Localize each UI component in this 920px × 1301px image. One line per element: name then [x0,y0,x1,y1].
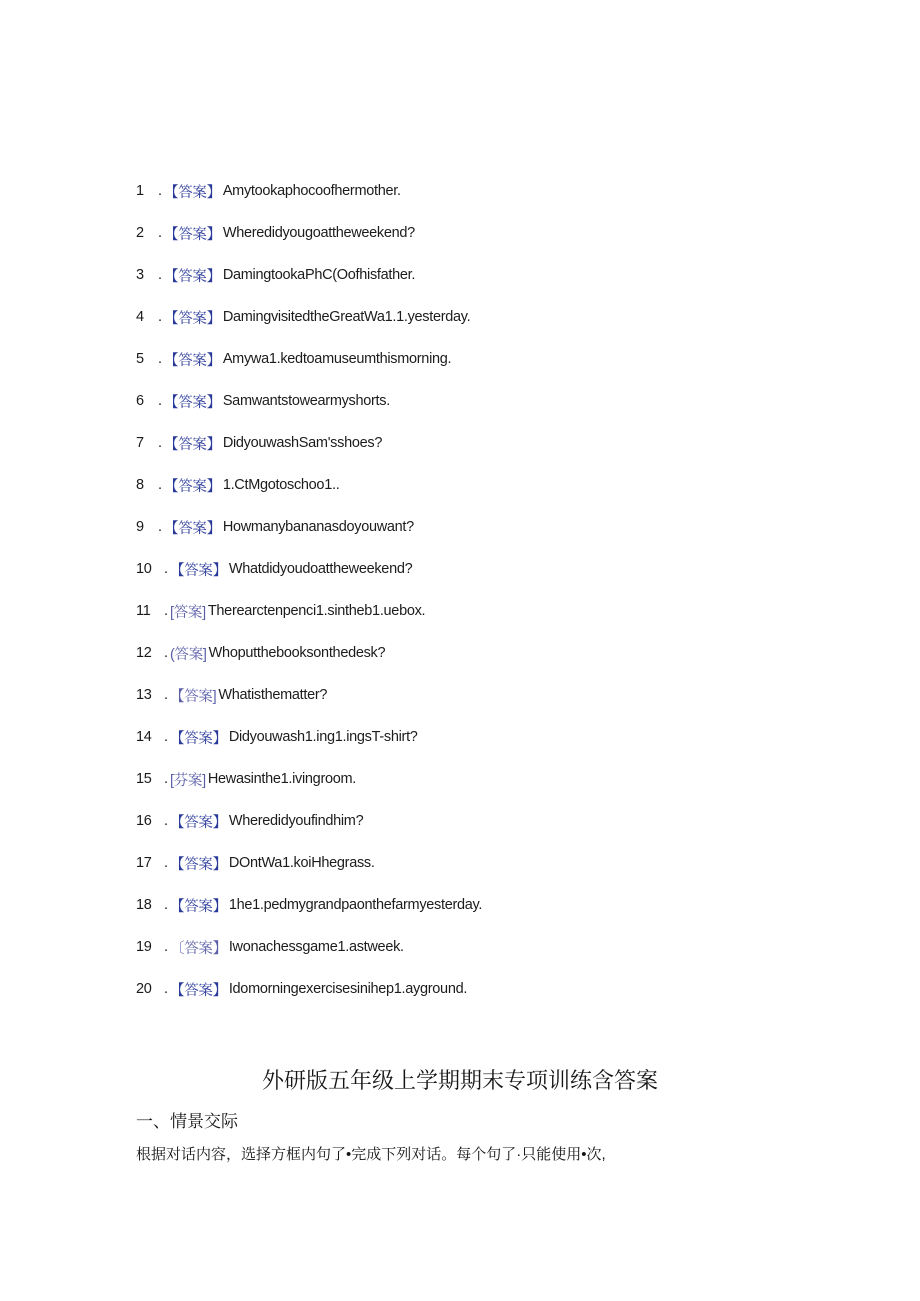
answer-text: 1he1.pedmygrandpaonthefarmyesterday. [228,897,483,913]
answer-item [136,464,482,506]
item-number: 8 [136,477,144,493]
answer-text: Therearctenpenci1.sintheb1.uebox. [207,603,426,619]
answer-item [136,296,482,338]
answer-tag: 〔答案】 [170,940,227,957]
item-number: 6 [136,393,144,409]
answer-text: Whoputthebooksonthedesk? [208,645,386,661]
answer-text: Amywa1.kedtoamuseumthismorning. [222,351,452,367]
item-separator: . [164,561,168,577]
item-number: 18 [136,897,152,913]
answer-text: Whatdidyoudoattheweekend? [228,561,413,577]
item-separator: . [158,309,162,325]
answer-text: DamingtookaPhC(Oofhisfather. [222,267,416,283]
item-number: 12 [136,645,152,661]
item-separator: . [158,435,162,451]
item-separator: . [158,183,162,199]
answer-list [136,170,482,1010]
item-number: 13 [136,687,152,703]
item-separator: . [158,267,162,283]
item-separator: . [158,393,162,409]
document-title: 外研版五年级上学期期末专项训练含答案 [261,1068,658,1093]
answer-text: DOntWa1.koiHhegrass. [228,855,375,871]
answer-text: DidyouwashSam'sshoes? [222,435,383,451]
answer-tag: (答案] [170,646,207,663]
answer-text: Samwantstowearmyshorts. [222,393,390,409]
item-separator: . [164,939,168,955]
answer-item [136,968,482,1010]
answer-item [136,506,482,548]
answer-text: Didyouwash1.ing1.ingsT-shirt? [228,729,418,745]
answer-text: Idomorningexercisesinihep1.ayground. [228,981,468,997]
answer-text: 1.CtMgotoschoo1.. [222,477,340,493]
answer-item [136,212,482,254]
answer-item [136,170,482,212]
answer-item [136,716,482,758]
answer-item [136,884,482,926]
item-number: 15 [136,771,152,787]
answer-text: Iwonachessgame1.astweek. [228,939,404,955]
instruction-text: 根据对话内容，选择方框内句了•完成下列对话。每个句了·只能使用•次, [136,1146,606,1163]
item-separator: . [164,645,168,661]
answer-item [136,674,482,716]
answer-item [136,590,482,632]
item-number: 2 [136,225,144,241]
item-separator: . [164,981,168,997]
item-number: 5 [136,351,144,367]
answer-text: Amytookaphocoofhermother. [222,183,401,199]
answer-item [136,254,482,296]
item-separator: . [158,225,162,241]
answer-item [136,842,482,884]
answer-tag: 【答案】 [170,814,227,831]
answer-tag: 【答案] [170,688,217,705]
answer-text: Whatisthematter? [218,687,328,703]
item-number: 9 [136,519,144,535]
section-heading: 一、情景交际 [136,1112,238,1131]
answer-tag: 【答案】 [164,310,221,327]
answer-tag: 【答案】 [164,394,221,411]
answer-text: Wheredidyoufindhim? [228,813,364,829]
answer-tag: 【答案】 [164,520,221,537]
item-number: 11 [136,603,151,619]
answer-tag: [答案] [170,604,206,621]
answer-tag: 【答案】 [170,856,227,873]
item-separator: . [164,897,168,913]
item-number: 17 [136,855,152,871]
answer-item [136,632,482,674]
answer-tag: 【答案】 [170,982,227,999]
item-number: 16 [136,813,152,829]
answer-tag: 【答案】 [164,184,221,201]
answer-item [136,422,482,464]
answer-tag: 【答案】 [170,730,227,747]
answer-tag: 【答案】 [164,436,221,453]
item-separator: . [158,477,162,493]
answer-tag: 【答案】 [170,562,227,579]
item-number: 3 [136,267,144,283]
answer-tag: 【答案】 [164,352,221,369]
item-number: 1 [136,183,144,199]
item-number: 4 [136,309,144,325]
answer-tag: 【答案】 [164,478,221,495]
answer-item [136,548,482,590]
item-separator: . [164,855,168,871]
answer-item [136,926,482,968]
item-separator: . [158,351,162,367]
item-number: 7 [136,435,144,451]
answer-text: Wheredidyougoattheweekend? [222,225,415,241]
answer-text: Hewasinthe1.ivingroom. [207,771,357,787]
item-separator: . [164,729,168,745]
answer-item [136,338,482,380]
item-separator: . [164,813,168,829]
item-number: 10 [136,561,152,577]
item-separator: . [164,603,168,619]
answer-tag: 【答案】 [164,268,221,285]
item-number: 20 [136,981,152,997]
answer-tag: 【答案】 [170,898,227,915]
answer-tag: 【答案】 [164,226,221,243]
item-number: 14 [136,729,152,745]
item-number: 19 [136,939,152,955]
item-separator: . [164,687,168,703]
answer-item [136,380,482,422]
answer-text: Howmanybananasdoyouwant? [222,519,414,535]
answer-tag: [芬案] [170,772,206,789]
item-separator: . [158,519,162,535]
answer-item [136,758,482,800]
item-separator: . [164,771,168,787]
answer-item [136,800,482,842]
answer-text: DamingvisitedtheGreatWa1.1.yesterday. [222,309,471,325]
